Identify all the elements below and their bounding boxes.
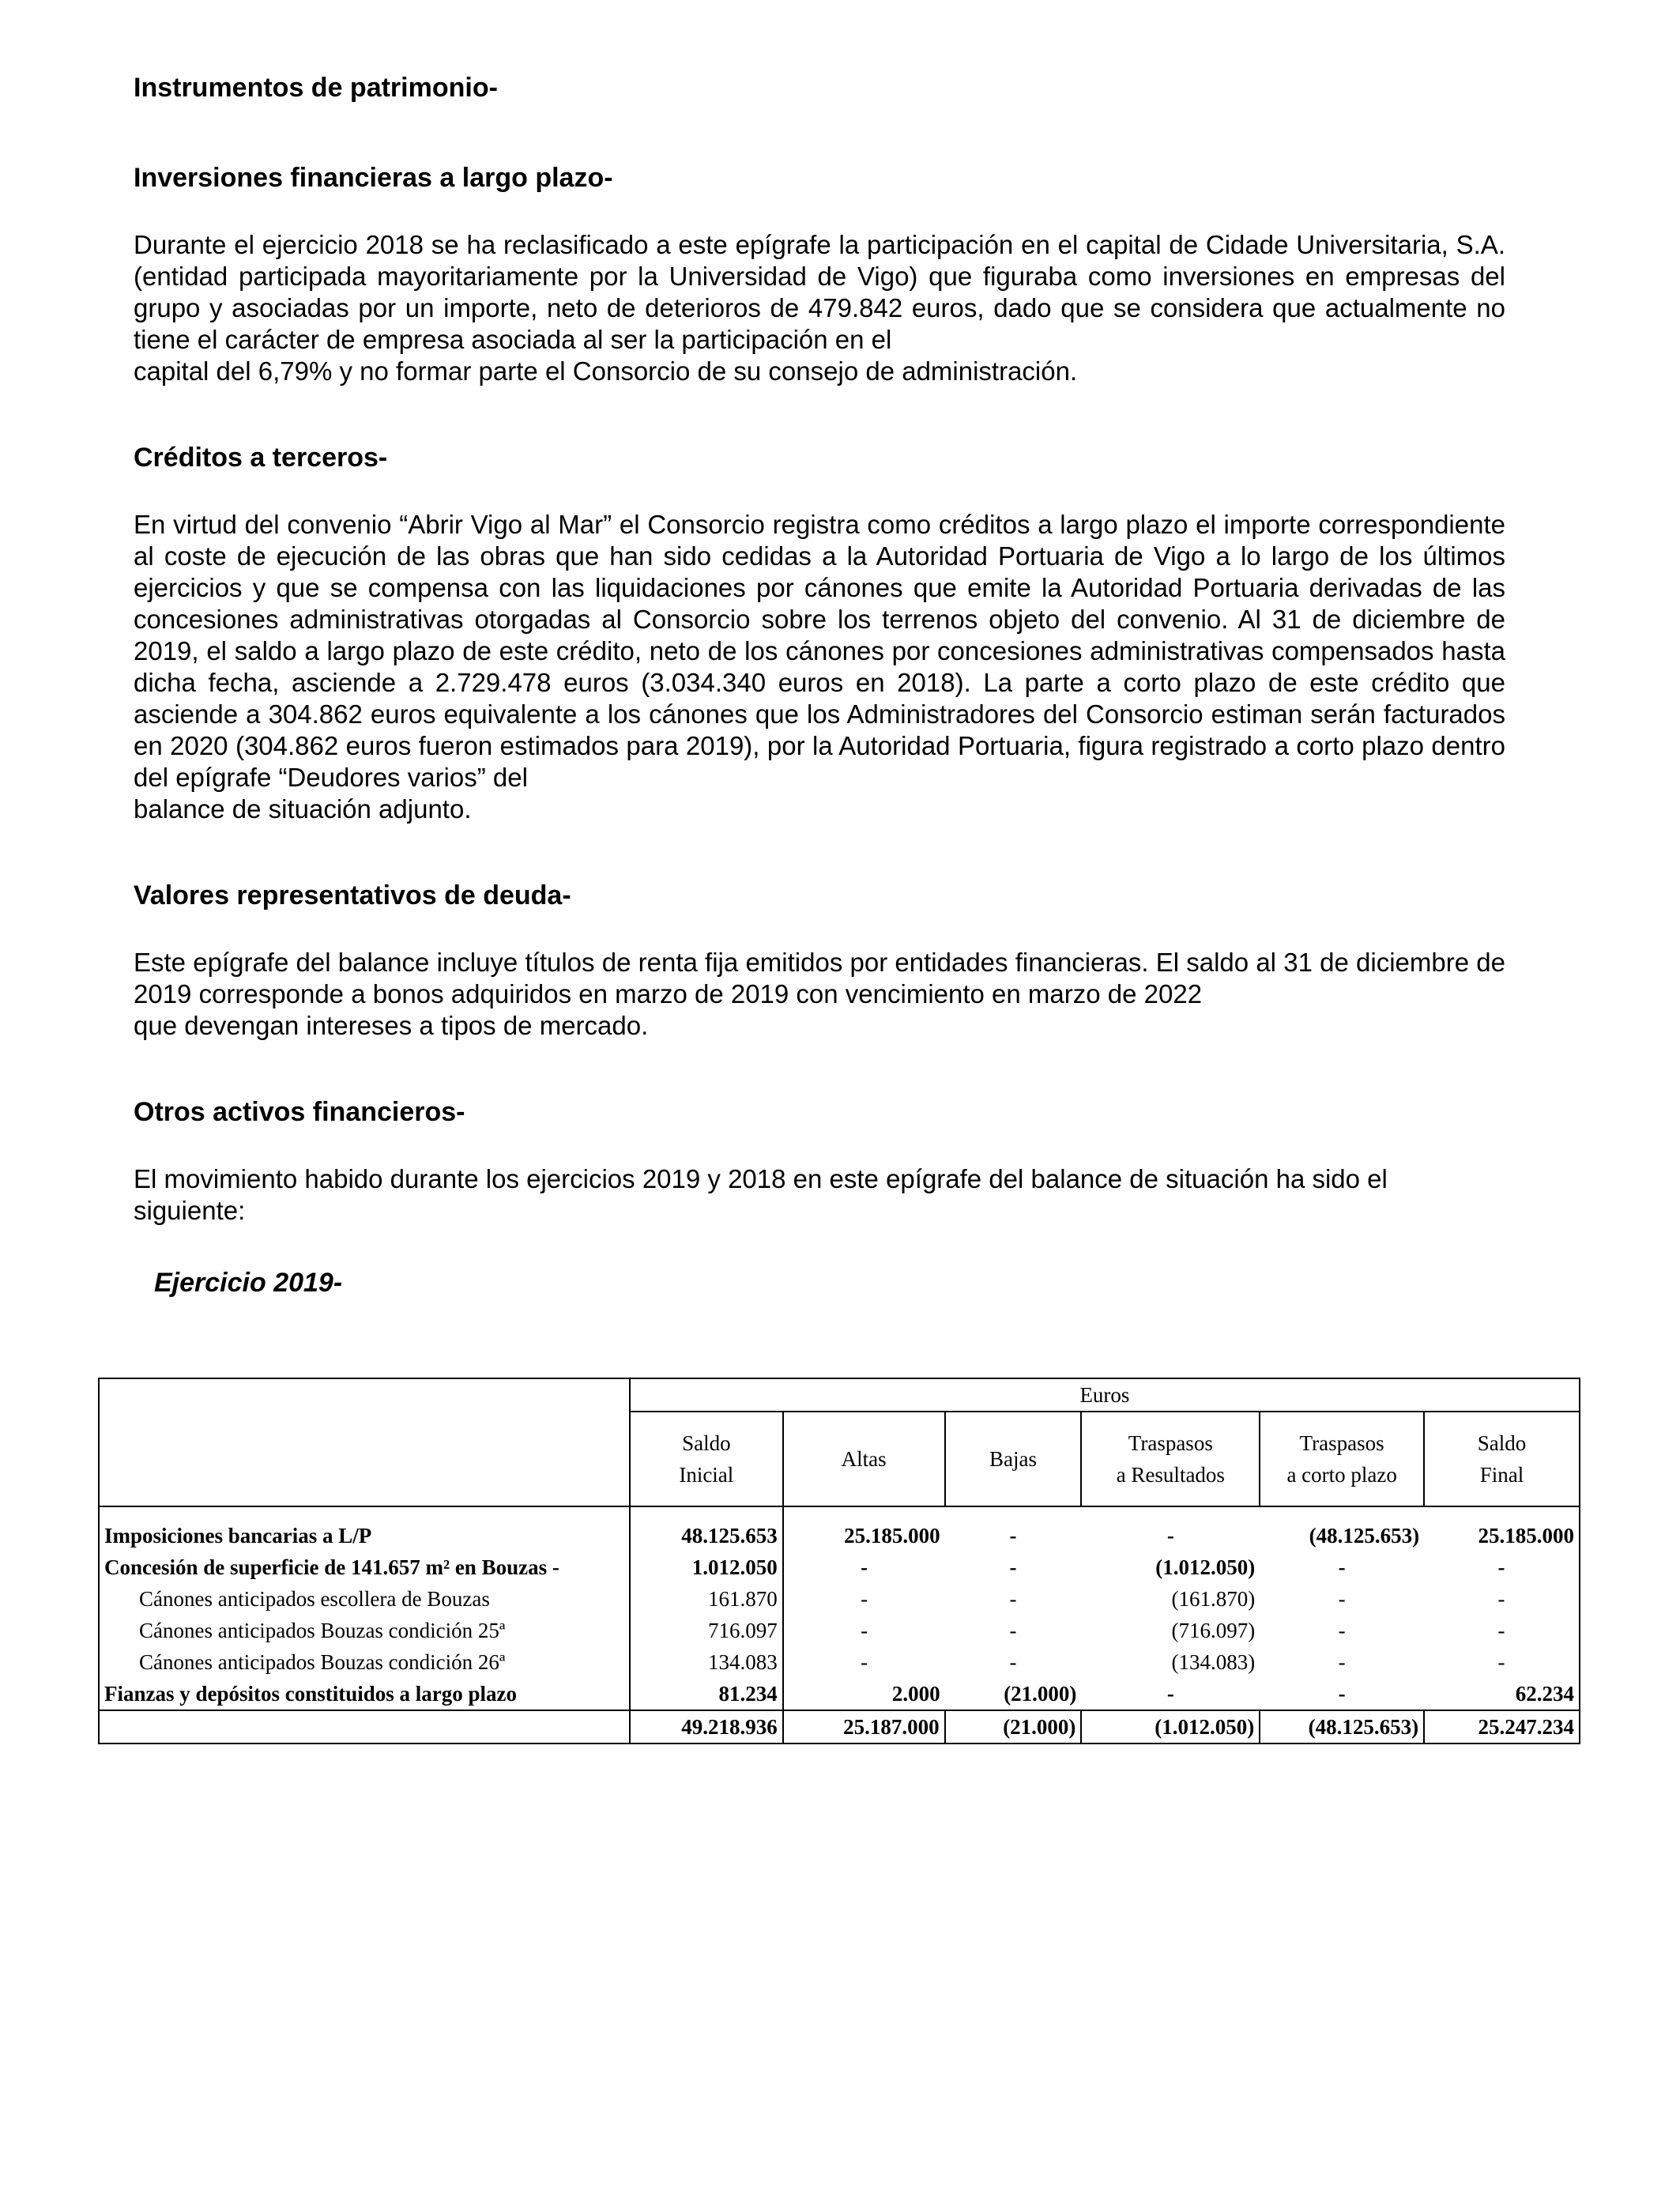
cell-value: - <box>1009 1618 1017 1642</box>
column-header-2 <box>783 1412 945 1506</box>
cell-value: 716.097 <box>630 1615 783 1646</box>
column-header-line: Bajas <box>989 1447 1037 1471</box>
column-header-line: a Resultados <box>1116 1463 1225 1487</box>
section-title-creditos: Créditos a terceros- <box>134 443 388 473</box>
cell-value: 62.234 <box>1424 1678 1580 1710</box>
table-row <box>99 1646 1580 1678</box>
document-body <box>134 71 1505 1299</box>
column-header-line: a corto plazo <box>1286 1463 1397 1487</box>
cell-value: (716.097) <box>1171 1618 1256 1642</box>
cell-value: (48.125.653) <box>1309 1523 1420 1547</box>
cell-value: 25.185.000 <box>1424 1520 1580 1551</box>
cell-value: - <box>1338 1618 1346 1642</box>
paragraph-creditos: En virtud del convenio “Abrir Vigo al Mar” el Consorcio registra como créditos a largo plazo el importe correspondiente al coste de ejecución de las obras que han sido cedidas a la Autoridad Portuaria de Vigo a lo largo de los últimos ejercicios y que se compensa con las liquidaciones por cánones que emite la Autoridad Portuaria derivadas de las concesiones administrativas otorgadas al Consorcio sobre los terrenos objeto del convenio. Al 31 de diciembre de 2019, el saldo a largo plazo de este crédito, neto de los cánones por concesiones administrativas compensados hasta dicha fecha, asciende a 2.729.478 euros (3.034.340 euros en 2018). La parte a corto plazo de este crédito que asciende a 304.862 euros equivalente a los cánones que los Administradores del Consorcio estiman serán facturados en 2020 (304.862 euros fueron estimados para 2019), por la Autoridad Portuaria, figura registrado a corto plazo dentro del epígrafe “Deudores varios” del balance de situación adjunto. <box>134 510 1505 824</box>
table-row <box>99 1520 1580 1551</box>
cell-value: - <box>1009 1586 1017 1611</box>
cell-value: (1.012.050) <box>1155 1555 1256 1579</box>
cell-value: (134.083) <box>1171 1649 1256 1674</box>
cell-value: - <box>1166 1681 1174 1706</box>
cell-value: - <box>1424 1551 1580 1583</box>
cell-value: - <box>861 1618 868 1642</box>
cell-value: - <box>1009 1649 1017 1674</box>
column-header-4 <box>1081 1412 1260 1506</box>
cell-value: - <box>1009 1555 1017 1579</box>
row-label: Concesión de superficie de 141.657 m² en Bouzas - <box>99 1551 630 1583</box>
cell-value: 134.083 <box>630 1646 783 1678</box>
cell-value: - <box>1166 1523 1174 1547</box>
table-row <box>99 1583 1580 1615</box>
cell-value: 25.185.000 <box>844 1523 940 1547</box>
cell-value: - <box>1424 1646 1580 1678</box>
total-value: 49.218.936 <box>630 1710 783 1744</box>
cell-value: 81.234 <box>630 1678 783 1710</box>
section-title-instrumentos: Instrumentos de patrimonio- <box>134 73 498 103</box>
cell-value: 2.000 <box>891 1681 940 1706</box>
total-value: (1.012.050) <box>1081 1710 1260 1744</box>
table-corner-cell <box>99 1378 630 1506</box>
section-title-otros: Otros activos financieros- <box>134 1097 465 1127</box>
paragraph-valores: Este epígrafe del balance incluye títulos de renta fija emitidos por entidades financieras. El saldo al 31 de diciembre de 2019 corresponde a bonos adquiridos en marzo de 2019 con vencimiento en marzo de 2022 que devengan intereses a tipos de mercado. <box>134 948 1505 1040</box>
cell-value: (21.000) <box>1004 1681 1077 1706</box>
total-value: 25.187.000 <box>783 1710 945 1744</box>
section-title-valores: Valores representativos de deuda- <box>134 880 571 910</box>
column-header-line: Saldo <box>682 1431 731 1455</box>
column-header-line: Traspasos <box>1299 1431 1384 1455</box>
table-row <box>99 1615 1580 1646</box>
column-header-5 <box>1260 1412 1424 1506</box>
cell-value: - <box>1338 1649 1346 1674</box>
paragraph-otros: El movimiento habido durante los ejercicios 2019 y 2018 en este epígrafe del balance de situación ha sido el siguiente: <box>134 1164 1388 1225</box>
total-value: (48.125.653) <box>1260 1710 1424 1744</box>
cell-value: (161.870) <box>1171 1586 1256 1611</box>
table-body <box>99 1520 1580 1710</box>
table-total-row <box>99 1710 1580 1744</box>
cell-value: - <box>1424 1615 1580 1646</box>
cell-value: - <box>1338 1681 1346 1706</box>
table-row <box>99 1551 1580 1583</box>
cell-value: - <box>1424 1583 1580 1615</box>
column-header-line: Final <box>1479 1463 1524 1487</box>
total-value: (21.000) <box>945 1710 1082 1744</box>
column-header-line: Inicial <box>679 1463 734 1487</box>
section-title-inversiones: Inversiones financieras a largo plazo- <box>134 163 613 193</box>
cell-value: - <box>1338 1586 1346 1611</box>
total-label-cell <box>99 1710 630 1744</box>
row-label: Cánones anticipados Bouzas condición 26ª <box>99 1646 630 1678</box>
cell-value: 1.012.050 <box>630 1551 783 1583</box>
row-label: Fianzas y depósitos constituidos a largo plazo <box>99 1678 630 1710</box>
table-group-header: Euros <box>630 1378 1580 1412</box>
column-header-6 <box>1424 1412 1580 1506</box>
movement-table <box>98 1378 1580 1744</box>
column-header-3 <box>945 1412 1082 1506</box>
cell-value: - <box>861 1649 868 1674</box>
paragraph-inversiones: Durante el ejercicio 2018 se ha reclasificado a este epígrafe la participación en el capital de Cidade Universitaria, S.A. (entidad participada mayoritariamente por la Universidad de Vigo) que figuraba como inversiones en empresas del grupo y asociadas por un importe, neto de deterioros de 479.842 euros, dado que se considera que actualmente no tiene el carácter de empresa asociada al ser la participación en el capital del 6,79% y no formar parte el Consorcio de su consejo de administración. <box>134 230 1505 386</box>
cell-value: - <box>861 1555 868 1579</box>
cell-value: 48.125.653 <box>630 1520 783 1551</box>
cell-value: 161.870 <box>630 1583 783 1615</box>
cell-value: - <box>861 1586 868 1611</box>
section-title-ejercicio: Ejercicio 2019- <box>154 1268 343 1298</box>
column-header-line: Altas <box>841 1447 887 1471</box>
column-header-1 <box>630 1412 783 1506</box>
row-label: Imposiciones bancarias a L/P <box>99 1520 630 1551</box>
row-label: Cánones anticipados Bouzas condición 25ª <box>99 1615 630 1646</box>
cell-value: - <box>1009 1523 1017 1547</box>
row-label: Cánones anticipados escollera de Bouzas <box>99 1583 630 1615</box>
total-value: 25.247.234 <box>1424 1710 1580 1744</box>
cell-value: - <box>1338 1555 1346 1579</box>
column-header-line: Traspasos <box>1128 1431 1213 1455</box>
column-header-line: Saldo <box>1477 1431 1527 1455</box>
table-row <box>99 1678 1580 1710</box>
